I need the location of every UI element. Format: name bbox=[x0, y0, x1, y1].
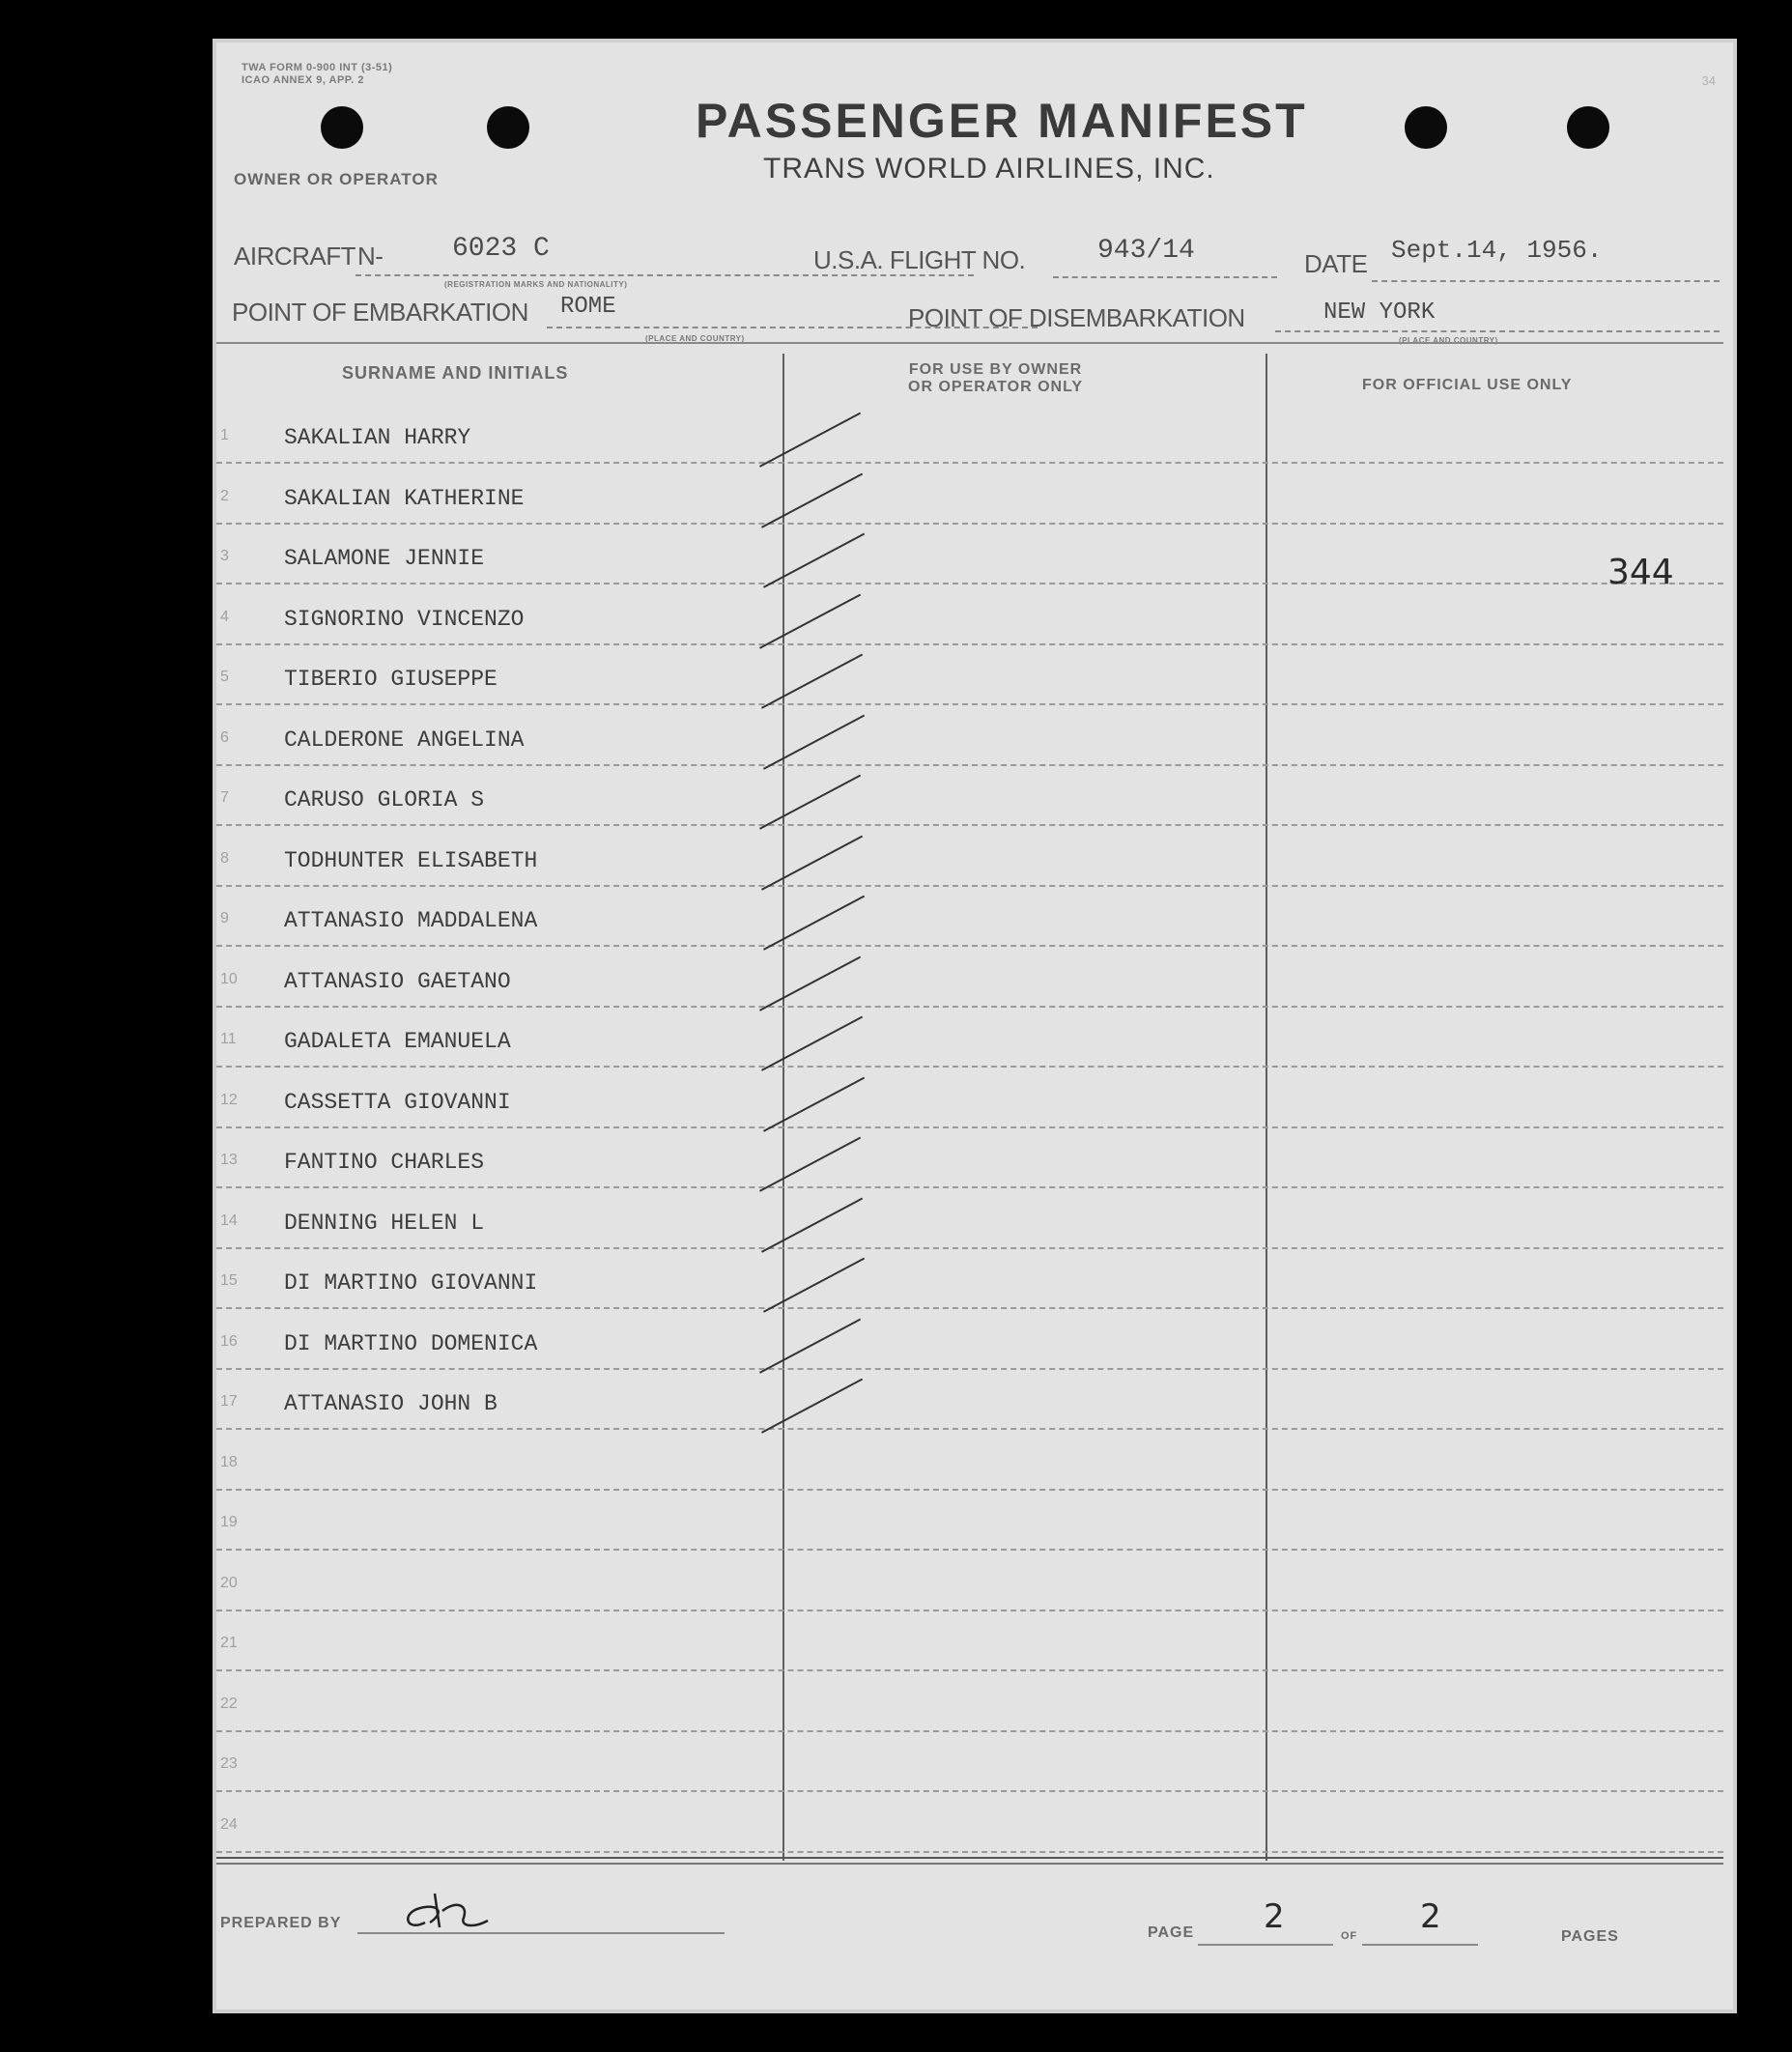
aircraft-prefix: N- bbox=[357, 242, 384, 271]
passenger-name: FANTINO CHARLES bbox=[284, 1150, 485, 1175]
date-value: Sept.14, 1956. bbox=[1391, 236, 1603, 265]
passenger-name: ATTANASIO JOHN B bbox=[284, 1391, 498, 1416]
owner-label: OWNER OR OPERATOR bbox=[234, 170, 439, 188]
row-number: 10 bbox=[220, 970, 238, 987]
official-note: 344 bbox=[1607, 553, 1674, 592]
check-mark bbox=[761, 654, 863, 709]
check-mark bbox=[761, 1016, 863, 1071]
aircraft-value: 6023 C bbox=[452, 234, 550, 264]
row-number: 15 bbox=[220, 1272, 238, 1289]
passenger-name: DENNING HELEN L bbox=[284, 1210, 485, 1236]
row-divider bbox=[216, 764, 1723, 766]
row-divider bbox=[216, 1489, 1723, 1491]
date-label: DATE bbox=[1304, 249, 1368, 278]
row-number: 13 bbox=[220, 1152, 238, 1168]
row-number: 8 bbox=[220, 849, 229, 867]
page-title: PASSENGER MANIFEST bbox=[696, 94, 1308, 148]
passenger-name: SAKALIAN HARRY bbox=[284, 425, 471, 450]
row-number: 4 bbox=[220, 608, 229, 625]
row-divider bbox=[216, 945, 1723, 947]
row-divider bbox=[216, 1669, 1723, 1671]
row-number: 23 bbox=[220, 1755, 238, 1772]
passenger-name: TIBERIO GIUSEPPE bbox=[284, 667, 498, 692]
passenger-name: DI MARTINO DOMENICA bbox=[284, 1330, 538, 1356]
disembarkation-label: POINT OF DISEMBARKATION bbox=[908, 303, 1245, 332]
official-use-column-header: FOR OFFICIAL USE ONLY bbox=[1362, 377, 1573, 393]
row-divider bbox=[216, 1186, 1723, 1188]
page-value: 2 bbox=[1264, 1897, 1285, 1936]
check-mark bbox=[761, 1379, 863, 1434]
flight-value: 943/14 bbox=[1097, 236, 1195, 266]
row-number: 24 bbox=[220, 1815, 238, 1833]
check-mark bbox=[763, 896, 865, 951]
surname-column-header: SURNAME AND INITIALS bbox=[342, 363, 569, 383]
check-mark bbox=[759, 1137, 861, 1192]
row-number: 7 bbox=[220, 789, 229, 806]
owner-use-header-line: OR OPERATOR ONLY bbox=[908, 379, 1084, 395]
row-number: 14 bbox=[220, 1211, 238, 1229]
punch-hole bbox=[1567, 106, 1609, 149]
manifest-sheet bbox=[213, 39, 1737, 2013]
prepared-by-label: PREPARED BY bbox=[220, 1915, 342, 1931]
passenger-name: SALAMONE JENNIE bbox=[284, 546, 485, 571]
row-number: 19 bbox=[220, 1514, 238, 1530]
row-divider bbox=[216, 1368, 1723, 1370]
disembarkation-caption: (PLACE AND COUNTRY) bbox=[1399, 336, 1498, 345]
passenger-name: SIGNORINO VINCENZO bbox=[284, 606, 525, 632]
row-number: 3 bbox=[220, 548, 229, 564]
preparer-signature bbox=[396, 1884, 512, 1942]
disembarkation-value: NEW YORK bbox=[1323, 299, 1436, 326]
passenger-name: CARUSO GLORIA S bbox=[284, 787, 485, 812]
check-mark bbox=[763, 714, 865, 769]
row-number: 20 bbox=[220, 1574, 238, 1591]
owner-use-header-line: FOR USE BY OWNER bbox=[908, 361, 1083, 378]
punch-hole bbox=[1405, 106, 1447, 149]
embarkation-label: POINT OF EMBARKATION bbox=[232, 298, 528, 327]
row-number: 9 bbox=[220, 910, 229, 926]
column-divider bbox=[1266, 354, 1267, 1861]
check-mark bbox=[763, 533, 865, 588]
passenger-name: CASSETTA GIOVANNI bbox=[284, 1089, 511, 1115]
check-mark bbox=[763, 1076, 865, 1131]
row-number: 22 bbox=[220, 1695, 238, 1712]
pages-label: PAGES bbox=[1561, 1928, 1619, 1945]
row-number: 21 bbox=[220, 1635, 238, 1651]
aircraft-label: AIRCRAFT bbox=[234, 242, 356, 271]
row-divider bbox=[216, 703, 1723, 705]
row-number: 11 bbox=[220, 1031, 237, 1047]
row-number: 1 bbox=[220, 427, 229, 443]
row-divider bbox=[216, 1307, 1723, 1309]
punch-hole bbox=[321, 106, 363, 149]
row-divider bbox=[216, 1006, 1723, 1008]
airline-name: TRANS WORLD AIRLINES, INC. bbox=[763, 153, 1215, 185]
row-divider bbox=[216, 1247, 1723, 1249]
passenger-name: ATTANASIO MADDALENA bbox=[284, 908, 538, 933]
passenger-name: ATTANASIO GAETANO bbox=[284, 968, 511, 994]
check-mark bbox=[759, 775, 861, 830]
row-divider bbox=[216, 523, 1723, 525]
embarkation-value: ROME bbox=[560, 294, 616, 320]
passenger-name: GADALETA EMANUELA bbox=[284, 1029, 511, 1054]
row-number: 17 bbox=[220, 1393, 238, 1410]
row-number: 18 bbox=[220, 1453, 238, 1470]
check-mark bbox=[761, 472, 863, 527]
row-divider bbox=[216, 885, 1723, 887]
total-pages-value: 2 bbox=[1420, 1897, 1441, 1936]
check-mark bbox=[761, 835, 863, 890]
row-divider bbox=[216, 1790, 1723, 1792]
row-divider bbox=[216, 1851, 1723, 1853]
page-label: PAGE bbox=[1148, 1924, 1195, 1941]
row-divider bbox=[216, 1066, 1723, 1068]
flight-label: U.S.A. FLIGHT NO. bbox=[813, 245, 1026, 274]
passenger-name: TODHUNTER ELISABETH bbox=[284, 847, 538, 873]
corner-page-number: 34 bbox=[1701, 73, 1716, 88]
check-mark bbox=[759, 413, 861, 468]
row-divider bbox=[216, 583, 1723, 584]
row-divider bbox=[216, 1610, 1723, 1611]
row-number: 16 bbox=[220, 1332, 238, 1350]
row-divider bbox=[216, 1549, 1723, 1551]
check-mark bbox=[759, 955, 861, 1011]
passenger-name: DI MARTINO GIOVANNI bbox=[284, 1270, 538, 1296]
of-label: OF bbox=[1341, 1930, 1358, 1942]
owner-use-column-header bbox=[908, 361, 1083, 396]
check-mark bbox=[759, 1318, 861, 1373]
row-divider bbox=[216, 643, 1723, 645]
row-number: 6 bbox=[220, 728, 229, 746]
row-divider bbox=[216, 462, 1723, 464]
column-divider bbox=[782, 354, 784, 1861]
row-number: 5 bbox=[220, 669, 229, 685]
check-mark bbox=[763, 1258, 865, 1313]
check-mark bbox=[759, 593, 861, 648]
row-number: 12 bbox=[220, 1091, 238, 1108]
form-id-line: ICAO ANNEX 9, APP. 2 bbox=[242, 74, 364, 86]
row-divider bbox=[216, 1730, 1723, 1732]
embarkation-caption: (PLACE AND COUNTRY) bbox=[645, 334, 745, 343]
row-divider bbox=[216, 1428, 1723, 1430]
passenger-name: SAKALIAN KATHERINE bbox=[284, 485, 525, 511]
row-number: 2 bbox=[220, 487, 229, 504]
form-identifier bbox=[242, 62, 392, 87]
aircraft-caption: (REGISTRATION MARKS AND NATIONALITY) bbox=[444, 280, 628, 289]
check-mark bbox=[761, 1197, 863, 1252]
punch-hole bbox=[487, 106, 529, 149]
row-divider bbox=[216, 1126, 1723, 1128]
row-divider bbox=[216, 824, 1723, 826]
form-id-line: TWA FORM 0-900 INT (3-51) bbox=[242, 62, 393, 73]
passenger-name: CALDERONE ANGELINA bbox=[284, 727, 525, 753]
